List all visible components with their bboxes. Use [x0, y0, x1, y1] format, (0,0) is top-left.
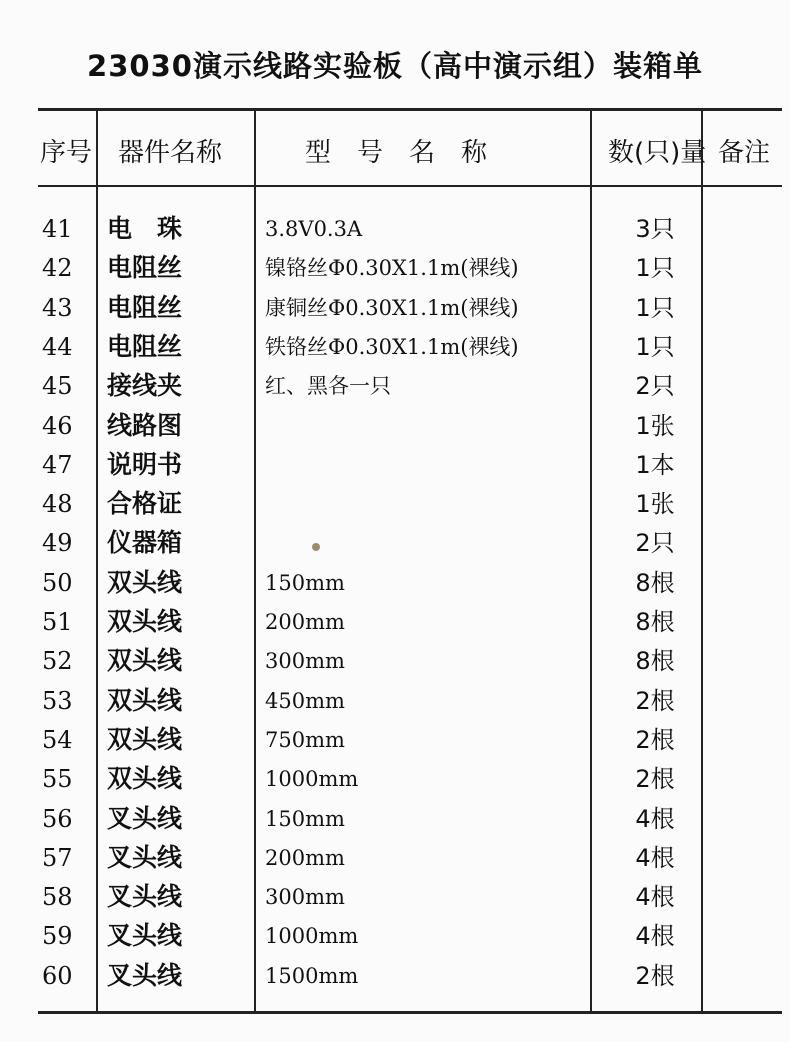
item-name: 仪器箱 — [107, 528, 183, 558]
item-quantity: 4根 — [635, 804, 675, 833]
table-row — [0, 523, 790, 563]
row-number: 52 — [42, 647, 73, 676]
row-number: 41 — [42, 215, 73, 243]
item-name: 电阻丝 — [107, 253, 183, 283]
item-model: 1000mm — [265, 767, 359, 792]
item-model: 200mm — [265, 845, 345, 870]
header-no: 序号 — [40, 138, 93, 168]
header-rule — [38, 185, 782, 187]
page-title: 23030演示线路实验板（高中演示组）装箱单 — [87, 49, 703, 83]
item-name: 叉头线 — [107, 960, 183, 990]
row-number: 45 — [42, 372, 73, 401]
row-number: 55 — [42, 765, 73, 794]
header-name: 器件名称 — [118, 138, 223, 168]
table-row — [0, 248, 790, 288]
item-model: 1000mm — [265, 924, 359, 949]
table-row — [0, 563, 790, 603]
speck — [312, 543, 320, 551]
item-quantity: 4根 — [635, 883, 675, 912]
table-row — [0, 209, 790, 249]
table-row — [0, 445, 790, 485]
row-number: 46 — [42, 411, 73, 440]
item-name: 电阻丝 — [107, 331, 183, 361]
item-quantity: 1张 — [635, 490, 675, 519]
item-name: 双头线 — [107, 567, 183, 597]
row-number: 50 — [42, 568, 73, 597]
table-row — [0, 327, 790, 367]
row-number: 53 — [42, 686, 73, 715]
item-name: 电阻丝 — [107, 292, 183, 322]
item-quantity: 2只 — [635, 372, 675, 401]
item-name: 叉头线 — [107, 803, 183, 833]
table-top-rule — [38, 108, 782, 111]
item-quantity: 4根 — [635, 922, 675, 951]
item-quantity: 2根 — [635, 725, 675, 754]
table-row — [0, 484, 790, 524]
item-name: 电 珠 — [107, 214, 183, 243]
table-row — [0, 602, 790, 642]
item-name: 说明书 — [107, 449, 183, 479]
item-quantity: 8根 — [635, 608, 675, 636]
table-row — [0, 366, 790, 406]
header-model: 型 号 名 称 — [305, 138, 488, 168]
item-model: 红、黑各一只 — [265, 374, 391, 399]
row-number: 54 — [42, 725, 73, 754]
table-row — [0, 956, 790, 996]
row-number: 47 — [42, 450, 73, 479]
table-row — [0, 877, 790, 917]
table-row — [0, 916, 790, 956]
item-model: 镍铬丝Φ0.30X1.1m(裸线) — [265, 256, 519, 281]
table-row — [0, 641, 790, 681]
item-model: 康铜丝Φ0.30X1.1m(裸线) — [265, 295, 519, 320]
item-name: 双头线 — [107, 646, 183, 676]
item-quantity: 1只 — [635, 293, 675, 322]
item-quantity: 1本 — [635, 450, 675, 479]
row-number: 43 — [42, 293, 73, 322]
item-quantity: 8根 — [635, 568, 675, 597]
item-quantity: 1张 — [635, 411, 675, 440]
item-name: 叉头线 — [107, 921, 183, 951]
header-qty: 数(只)量 — [608, 138, 707, 168]
table-row — [0, 799, 790, 839]
table-row — [0, 288, 790, 328]
item-name: 叉头线 — [107, 842, 183, 872]
item-model: 450mm — [265, 688, 345, 713]
item-name: 双头线 — [107, 607, 183, 636]
item-name: 双头线 — [107, 685, 183, 715]
table-row — [0, 406, 790, 446]
table-row — [0, 838, 790, 878]
item-quantity: 4根 — [635, 843, 675, 872]
row-number: 58 — [42, 883, 73, 912]
item-quantity: 3只 — [635, 215, 675, 243]
item-quantity: 2根 — [635, 961, 675, 990]
item-quantity: 2根 — [635, 686, 675, 715]
item-quantity: 1只 — [635, 332, 675, 361]
row-number: 49 — [42, 529, 73, 558]
header-note: 备注 — [718, 138, 771, 168]
item-model: 750mm — [265, 727, 345, 752]
item-model: 300mm — [265, 649, 345, 674]
item-model: 3.8V0.3A — [265, 217, 363, 241]
item-name: 线路图 — [107, 410, 183, 440]
item-quantity: 1只 — [635, 254, 675, 283]
item-model: 1500mm — [265, 963, 359, 988]
row-number: 42 — [42, 254, 73, 283]
item-name: 合格证 — [107, 489, 183, 519]
row-number: 56 — [42, 804, 73, 833]
item-name: 叉头线 — [107, 882, 183, 912]
item-quantity: 2根 — [635, 765, 675, 794]
item-name: 双头线 — [107, 724, 183, 754]
table-row — [0, 759, 790, 799]
row-number: 51 — [42, 608, 73, 636]
item-model: 铁铬丝Φ0.30X1.1m(裸线) — [265, 334, 519, 359]
item-model: 150mm — [265, 806, 345, 831]
row-number: 48 — [42, 490, 73, 519]
row-number: 60 — [42, 961, 73, 990]
row-number: 57 — [42, 843, 73, 872]
item-quantity: 2只 — [635, 529, 675, 558]
table-row — [0, 720, 790, 760]
item-name: 双头线 — [107, 764, 183, 794]
item-quantity: 8根 — [635, 647, 675, 676]
row-number: 59 — [42, 922, 73, 951]
item-model: 150mm — [265, 570, 345, 595]
item-name: 接线夹 — [107, 371, 183, 401]
row-number: 44 — [42, 332, 73, 361]
table-bottom-rule — [38, 1011, 782, 1014]
item-model: 300mm — [265, 885, 345, 910]
item-model: 200mm — [265, 610, 345, 634]
table-row — [0, 681, 790, 721]
